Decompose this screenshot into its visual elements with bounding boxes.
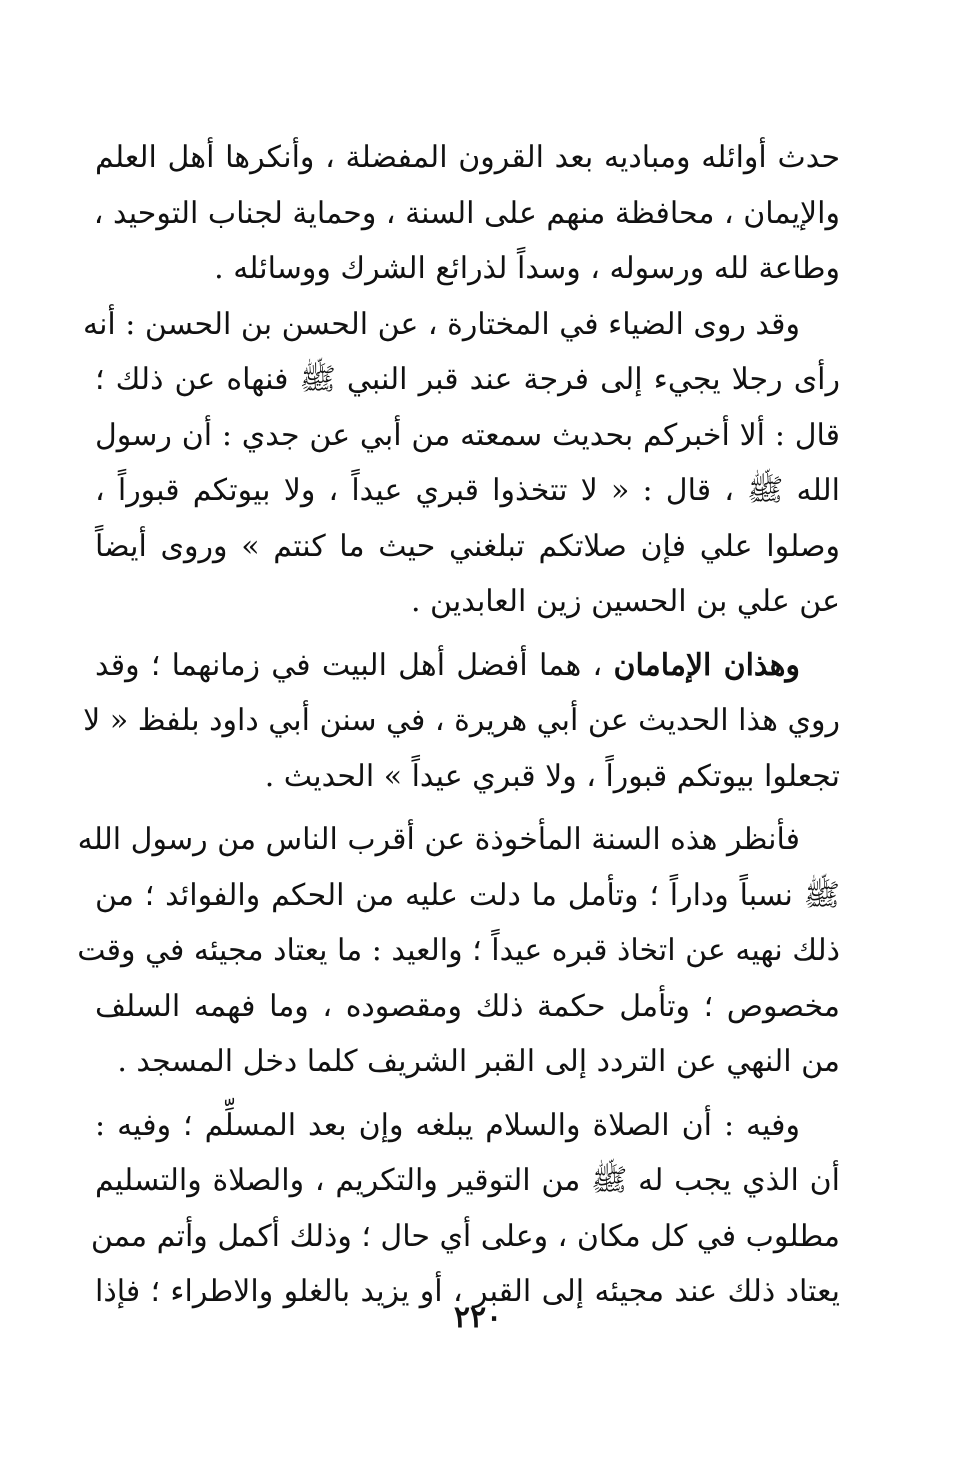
text-line: أن الذي يجب له ﷺ من التوقير والتكريم ، والصلاة والتسليم	[95, 1163, 840, 1198]
text-line: يعتاد ذلك عند مجيئه إلى القبر ، أو يزيد بالغلو والاطراء ؛ فإذا	[95, 1274, 840, 1309]
text-line: تجعلوا بيوتكم قبوراً ، ولا قبري عيداً » الحديث .	[264, 758, 840, 794]
paragraph-2	[82, 297, 840, 630]
text-line: والإيمان ، محافظة منهم على السنة ، وحماية لجناب التوحيد ،	[93, 195, 840, 231]
paragraph-3	[83, 638, 840, 805]
bold-lead-phrase: وهذان الإمامان	[613, 647, 800, 683]
text-line: فأنظر هذه السنة المأخوذة عن أقرب الناس من رسول الله	[77, 822, 800, 857]
page-number: ٢٢٠	[453, 1300, 503, 1335]
text-line: وطاعة لله ورسوله ، وسداً لذرائع الشرك ووسائله .	[214, 251, 840, 286]
text-line: قال : ألا أخبركم بحديث سمعته من أبي عن جدي : أن رسول	[95, 417, 840, 453]
text-line: عن علي بن الحسين زين العابدين .	[410, 584, 840, 619]
text-line: روي هذا الحديث عن أبي هريرة ، في سنن أبي داود بلفظ « لا	[83, 703, 840, 738]
text-line: مخصوص ؛ وتأمل حكمة ذلك ومقصوده ، وما فهمه السلف	[95, 988, 840, 1024]
text-line: مطلوب في كل مكان ، وعلى أي حال ؛ وذلك أكمل وأتم ممن	[90, 1218, 840, 1254]
paragraph-1	[95, 130, 840, 297]
text-line: ﷺ نسباً وداراً ؛ وتأمل ما دلت عليه من الحكم والفوائد ؛ من	[95, 877, 840, 913]
text-line: حدث أوائله ومباديه بعد القرون المفضلة ، وأنكرها أهل العلم	[95, 140, 840, 175]
paragraph-4	[77, 812, 840, 1090]
paragraph-5	[90, 1098, 840, 1320]
text-line	[95, 638, 840, 694]
text-line: من النهي عن التردد إلى القبر الشريف كلما دخل المسجد .	[117, 1044, 840, 1079]
text-line-rest: ، هما أفضل أهل البيت في زمانهما ؛ وقد	[95, 647, 603, 683]
book-page-text	[77, 130, 840, 1320]
text-line: رأى رجلا يجيء إلى فرجة عند قبر النبي ﷺ فنهاه عن ذلك ؛	[95, 362, 840, 397]
text-line: الله ﷺ ، قال : « لا تتخذوا قبري عيداً ، ولا بيوتكم قبوراً ،	[95, 473, 840, 508]
text-line: وصلوا علي فإن صلاتكم تبلغني حيث ما كنتم » وروى أيضاً	[95, 528, 840, 564]
text-line: وفيه : أن الصلاة والسلام يبلغه وإن بعد المسلِّم ؛ وفيه :	[95, 1107, 800, 1143]
text-line: ذلك نهيه عن اتخاذ قبره عيداً ؛ والعيد : ما يعتاد مجيئه في وقت	[77, 933, 840, 968]
text-line: وقد روى الضياء في المختارة ، عن الحسن بن الحسن : أنه	[82, 306, 800, 342]
